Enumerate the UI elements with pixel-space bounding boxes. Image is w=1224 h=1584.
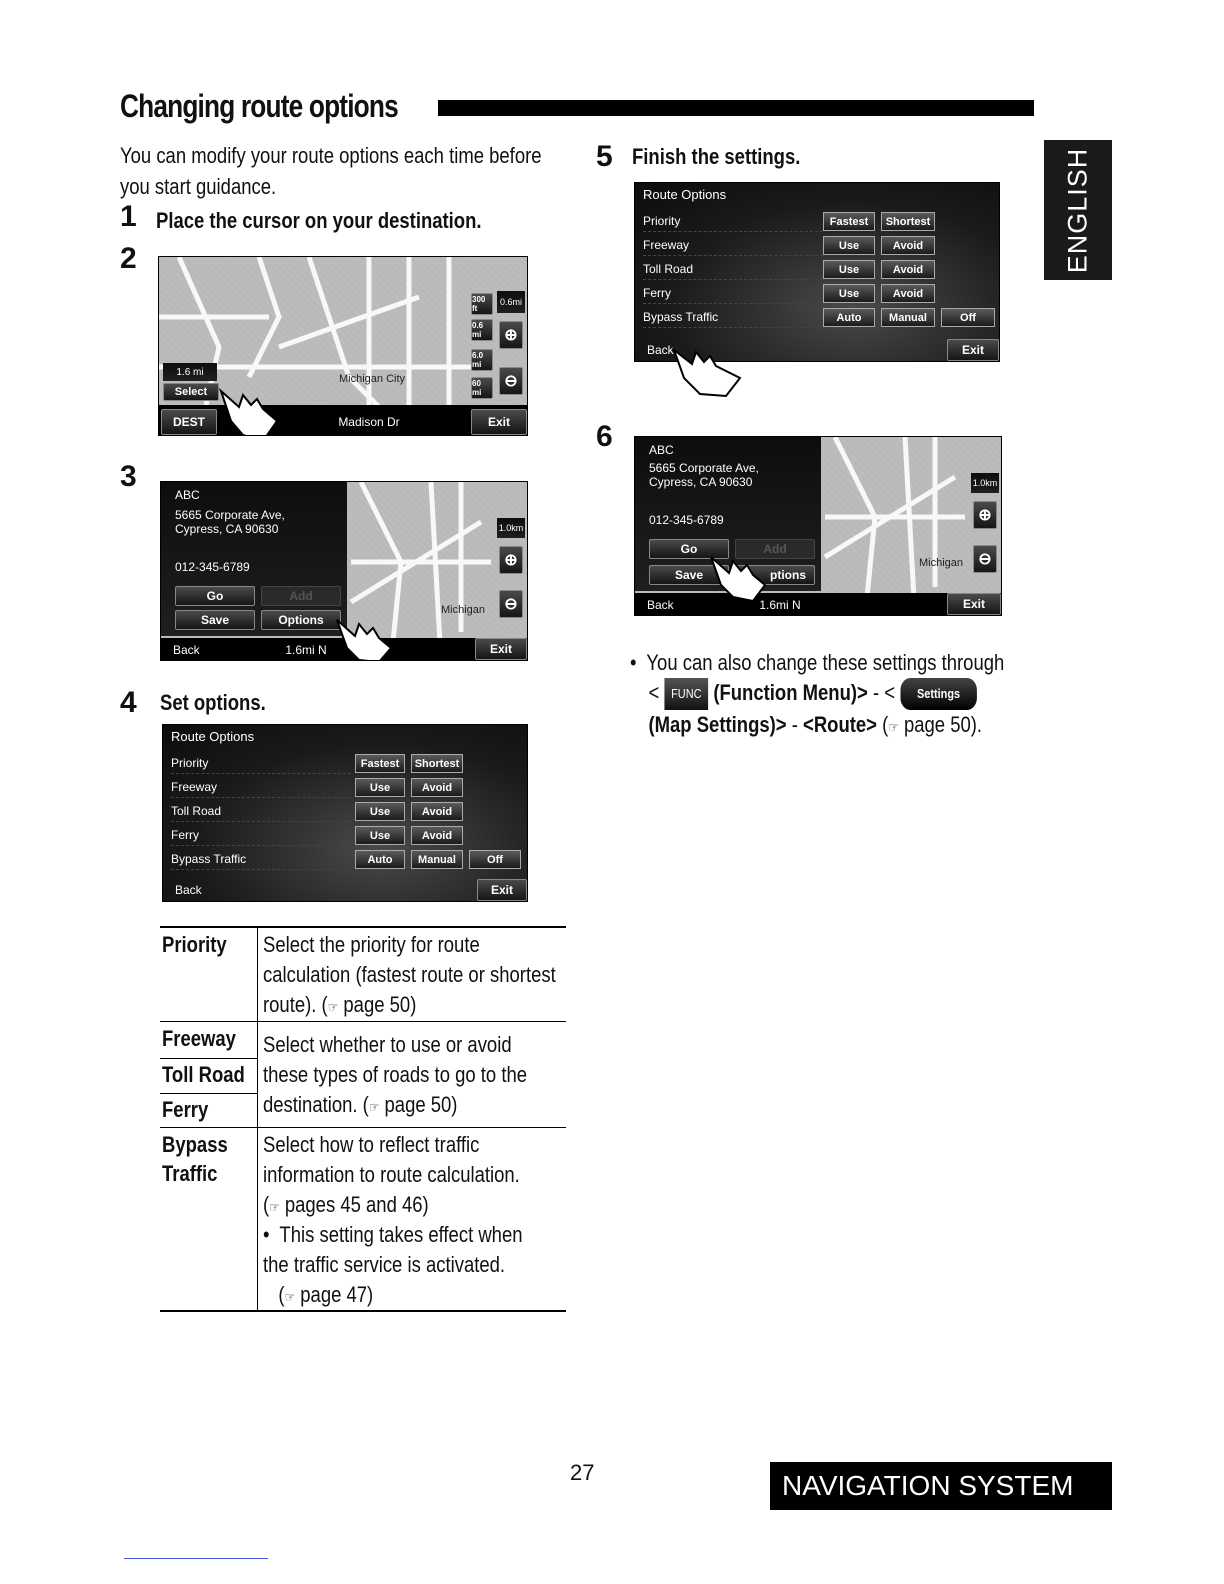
scale-label: 1.0km <box>971 473 999 493</box>
dest-name: ABC <box>649 443 674 457</box>
section-footer: NAVIGATION SYSTEM <box>770 1462 1112 1510</box>
zoom-in-icon[interactable]: ⊕ <box>499 321 523 349</box>
step-1-text: Place the cursor on your destination. <box>156 208 482 233</box>
row-freeway: Freeway <box>171 776 351 798</box>
scale-top: 0.6mi <box>497 291 525 313</box>
scale-left: 1.6 mi <box>163 363 217 381</box>
function-menu-label: (Function Menu) <box>713 680 858 705</box>
dest-phone: 012-345-6789 <box>175 560 250 574</box>
bypass-description: Select how to reflect traffic information to route calculation. (☞ pages 45 and 46) <box>263 1130 557 1222</box>
dest-phone: 012-345-6789 <box>649 513 724 527</box>
note-line-3: (Map Settings)> - <Route> (☞ page 50). <box>630 710 1016 742</box>
reference-icon: ☞ <box>327 999 339 1015</box>
step-5-number: 5 <box>596 140 613 173</box>
priority-description <box>263 930 557 1022</box>
back-button[interactable]: Back <box>175 883 202 897</box>
go-button[interactable]: Go <box>649 539 729 559</box>
zoom-0-6mi[interactable]: 0.6 mi <box>471 319 493 341</box>
table-bottom-rule <box>160 1310 566 1312</box>
row-toll-road: Toll Road <box>643 258 823 280</box>
bypass-bullet: • This setting takes effect when the traffic service is activated. (☞ page 47) <box>263 1220 540 1312</box>
row-rule <box>160 1021 566 1022</box>
go-button[interactable]: Go <box>175 586 255 606</box>
toll-road-heading: Toll Road <box>162 1062 245 1087</box>
row-rule <box>160 1127 566 1128</box>
row-ferry: Ferry <box>643 282 823 304</box>
zoom-60mi[interactable]: 60 mi <box>471 377 493 399</box>
dest-address-1: 5665 Corporate Ave, <box>175 508 285 522</box>
zoom-6mi[interactable]: 6.0 mi <box>471 349 493 371</box>
ferry-avoid-button[interactable]: Avoid <box>411 826 463 845</box>
toll-use-button[interactable]: Use <box>355 802 405 821</box>
street-name: Madison Dr <box>279 411 459 433</box>
dest-name: ABC <box>175 488 200 502</box>
screen-route-options-step4 <box>162 724 528 902</box>
step-1-number: 1 <box>120 200 137 233</box>
dest-address-1: 5665 Corporate Ave, <box>649 461 759 475</box>
priority-ref: page 50) <box>343 992 417 1017</box>
row-rule <box>160 1058 257 1059</box>
exit-button[interactable]: Exit <box>471 409 527 435</box>
note-line-1-text: You can also change these settings through <box>646 650 1005 675</box>
bypass-off-button[interactable]: Off <box>469 850 521 869</box>
roads-description <box>263 1030 557 1122</box>
add-button[interactable]: Add <box>735 539 815 559</box>
ferry-avoid-button[interactable]: Avoid <box>881 284 935 303</box>
reference-icon: ☞ <box>888 719 899 736</box>
reference-icon: ☞ <box>284 1289 296 1305</box>
back-button[interactable]: Back <box>173 643 200 657</box>
intro-text: You can modify your route options each time before you start guidance. <box>120 143 542 199</box>
dest-button[interactable]: DEST <box>161 409 217 435</box>
pointing-hand-icon <box>333 614 393 661</box>
bypass-desc-text: Select how to reflect traffic information to route calculation. <box>263 1132 520 1187</box>
bypass-bullet-ref: page 47) <box>300 1282 374 1307</box>
row-ferry: Ferry <box>171 824 351 846</box>
note-line-2: < FUNC (Function Menu)> - < Settings <box>630 678 1016 710</box>
row-bypass-traffic: Bypass Traffic <box>643 306 823 328</box>
step-3-number: 3 <box>120 460 137 493</box>
row-freeway: Freeway <box>643 234 823 256</box>
bypass-auto-button[interactable]: Auto <box>823 308 875 327</box>
freeway-use-button[interactable]: Use <box>355 778 405 797</box>
exit-button[interactable]: Exit <box>947 593 1001 615</box>
city-label: Michigan <box>441 604 486 616</box>
language-tab-label <box>1044 140 1112 280</box>
bypass-manual-button[interactable]: Manual <box>881 308 935 327</box>
zoom-in-icon[interactable]: ⊕ <box>973 501 997 529</box>
screen-destination-info <box>160 481 528 661</box>
bypass-ref: pages 45 and 46) <box>284 1192 429 1217</box>
language-tab-text: ENGLISH <box>1062 147 1093 273</box>
toll-avoid-button[interactable]: Avoid <box>881 260 935 279</box>
ferry-heading: Ferry <box>162 1097 209 1122</box>
fastest-button[interactable]: Fastest <box>823 212 875 231</box>
settings-button[interactable]: Settings <box>900 678 977 710</box>
ferry-use-button[interactable]: Use <box>355 826 405 845</box>
city-label: Michigan <box>919 557 964 569</box>
roads-ref: page 50) <box>384 1092 458 1117</box>
pointing-hand-icon <box>217 385 281 436</box>
step-4-text: Set options. <box>160 690 266 715</box>
reference-icon: ☞ <box>269 1199 280 1215</box>
toll-avoid-button[interactable]: Avoid <box>411 802 463 821</box>
freeway-avoid-button[interactable]: Avoid <box>881 236 935 255</box>
options-button[interactable]: ptions <box>735 565 815 585</box>
exit-button[interactable]: Exit <box>477 879 527 901</box>
shortest-button[interactable]: Shortest <box>881 212 935 231</box>
city-label: Michigan City <box>339 373 406 385</box>
table-top-rule <box>160 926 566 928</box>
add-button[interactable]: Add <box>261 586 341 606</box>
step-2-number: 2 <box>120 242 137 275</box>
toll-use-button[interactable]: Use <box>823 260 875 279</box>
row-priority: Priority <box>171 752 351 774</box>
save-button[interactable]: Save <box>175 610 255 630</box>
back-button[interactable]: Back <box>647 343 674 357</box>
step-5-text: Finish the settings. <box>632 144 801 169</box>
pointing-hand-icon <box>707 551 767 601</box>
bypass-off-button[interactable]: Off <box>941 308 995 327</box>
table-column-rule <box>257 928 258 1310</box>
note-text <box>630 648 1016 742</box>
screen-destination-info-step6 <box>634 436 1002 616</box>
page-title: Changing route options <box>120 88 398 124</box>
bypass-auto-button[interactable]: Auto <box>355 850 405 869</box>
map-settings-label: (Map Settings) <box>648 712 776 738</box>
shortest-button[interactable]: Shortest <box>411 754 463 773</box>
bypass-heading-2: Traffic <box>162 1161 218 1186</box>
zoom-out-icon[interactable]: ⊖ <box>499 590 523 618</box>
row-priority: Priority <box>643 210 823 232</box>
options-button[interactable]: Options <box>261 610 341 630</box>
screen-map-cursor <box>158 256 528 436</box>
freeway-avoid-button[interactable]: Avoid <box>411 778 463 797</box>
freeway-heading: Freeway <box>162 1026 236 1051</box>
freeway-use-button[interactable]: Use <box>823 236 875 255</box>
step-4-number: 4 <box>120 686 137 719</box>
priority-desc-text: Select the priority for route calculation (fastest route or shortest route). ( <box>263 932 556 1017</box>
exit-button[interactable]: Exit <box>475 638 527 660</box>
zoom-out-icon[interactable]: ⊖ <box>973 545 997 573</box>
zoom-300ft[interactable]: 300 ft <box>471 293 493 315</box>
note-line-1: • You can also change these settings through <box>630 650 1005 675</box>
func-button[interactable]: FUNC <box>664 678 708 710</box>
row-rule <box>160 1093 257 1094</box>
priority-heading: Priority <box>162 932 227 957</box>
distance-readout: 1.6mi N <box>285 643 327 657</box>
screen-route-options-step5 <box>634 182 1000 362</box>
dest-address-2: Cypress, CA 90630 <box>175 522 279 536</box>
row-toll-road: Toll Road <box>171 800 351 822</box>
page-title-row <box>120 88 1034 128</box>
route-options-title: Route Options <box>171 729 255 744</box>
dest-address-2: Cypress, CA 90630 <box>649 475 753 489</box>
scale-label: 1.0km <box>497 518 525 538</box>
title-rule <box>438 100 1034 116</box>
fastest-button[interactable]: Fastest <box>355 754 405 773</box>
select-button[interactable]: Select <box>163 383 219 401</box>
note-ref: page 50). <box>903 712 983 738</box>
zoom-in-icon[interactable]: ⊕ <box>499 546 523 574</box>
zoom-out-icon[interactable]: ⊖ <box>499 367 523 395</box>
save-button[interactable]: Save <box>649 565 729 585</box>
exit-button[interactable]: Exit <box>947 339 999 361</box>
route-label: <Route> <box>803 712 877 738</box>
pointing-hand-icon <box>670 344 746 400</box>
distance-readout: 1.6mi N <box>759 598 801 612</box>
bypass-heading-1: Bypass <box>162 1132 228 1157</box>
row-bypass-traffic: Bypass Traffic <box>171 848 351 870</box>
step-6-number: 6 <box>596 420 613 453</box>
route-options-title: Route Options <box>643 187 727 202</box>
roads-desc-text: Select whether to use or avoid these types of roads to go to the destination. ( <box>263 1032 528 1117</box>
bypass-manual-button[interactable]: Manual <box>411 850 463 869</box>
page-number: 27 <box>570 1460 595 1485</box>
footer-rule <box>124 1558 268 1559</box>
bypass-bullet-text: This setting takes effect when the traffic service is activated. <box>263 1222 523 1277</box>
ferry-use-button[interactable]: Use <box>823 284 875 303</box>
back-button[interactable]: Back <box>647 598 674 612</box>
reference-icon: ☞ <box>368 1099 380 1115</box>
